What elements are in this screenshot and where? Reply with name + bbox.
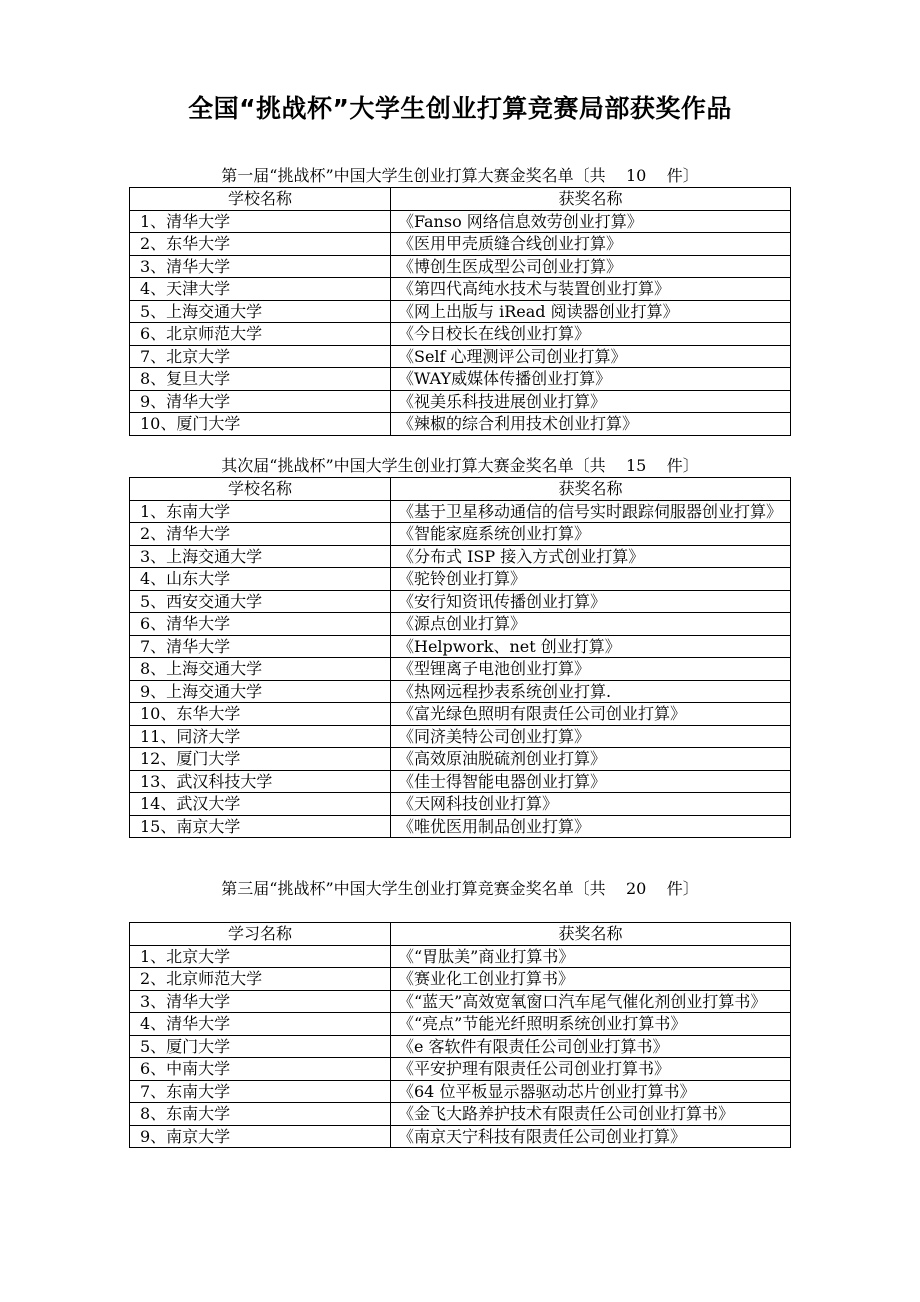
award-cell: 《南京天宁科技有限责任公司创业打算》	[391, 1125, 791, 1148]
school-cell: 13、武汉科技大学	[130, 770, 391, 793]
award-cell: 《源点创业打算》	[391, 613, 791, 636]
school-cell: 12、厦门大学	[130, 748, 391, 771]
table-row	[130, 968, 791, 991]
page-title: 全国“挑战杯”大学生创业打算竞赛局部获奖作品	[188, 94, 732, 123]
award-cell: 《网上出版与 iRead 阅读器创业打算》	[391, 300, 791, 323]
table-row	[130, 345, 791, 368]
school-cell: 10、厦门大学	[130, 413, 391, 436]
school-cell: 2、清华大学	[130, 523, 391, 546]
award-cell: 《“蓝天”高效宽氧窗口汽车尾气催化剂创业打算书》	[391, 990, 791, 1013]
award-cell: 《辣椒的综合利用技术创业打算》	[391, 413, 791, 436]
table-row	[130, 1125, 791, 1148]
award-cell: 《博创生医成型公司创业打算》	[391, 255, 791, 278]
school-cell: 3、清华大学	[130, 255, 391, 278]
column-header-award: 获奖名称	[391, 923, 791, 946]
school-cell: 8、上海交通大学	[130, 658, 391, 681]
table-row	[130, 1058, 791, 1081]
section-2-table	[129, 477, 791, 838]
table-row	[130, 658, 791, 681]
table-row	[130, 1103, 791, 1126]
school-cell: 7、清华大学	[130, 635, 391, 658]
school-cell: 10、东华大学	[130, 703, 391, 726]
table-row	[130, 945, 791, 968]
table-row	[130, 413, 791, 436]
section-2-caption: 其次届“挑战杯”中国大学生创业打算大赛金奖名单〔共 15 件〕	[221, 456, 699, 475]
school-cell: 6、北京师范大学	[130, 323, 391, 346]
award-cell: 《WAY威媒体传播创业打算》	[391, 368, 791, 391]
school-cell: 9、南京大学	[130, 1125, 391, 1148]
school-cell: 1、东南大学	[130, 500, 391, 523]
school-cell: 8、复旦大学	[130, 368, 391, 391]
table-row	[130, 568, 791, 591]
award-cell: 《安行知资讯传播创业打算》	[391, 590, 791, 613]
column-header-school: 学习名称	[130, 923, 391, 946]
table-row	[130, 1080, 791, 1103]
school-cell: 5、西安交通大学	[130, 590, 391, 613]
column-header-award: 获奖名称	[391, 478, 791, 501]
section-1-caption: 第一届“挑战杯”中国大学生创业打算大赛金奖名单〔共 10 件〕	[221, 166, 699, 185]
award-cell: 《Helpwork、net 创业打算》	[391, 635, 791, 658]
table-row	[130, 770, 791, 793]
school-cell: 7、东南大学	[130, 1080, 391, 1103]
school-cell: 6、清华大学	[130, 613, 391, 636]
table-row	[130, 815, 791, 838]
column-header-school: 学校名称	[130, 188, 391, 211]
school-cell: 1、北京大学	[130, 945, 391, 968]
table-row	[130, 635, 791, 658]
award-cell: 《基于卫星移动通信的信号实时跟踪伺服器创业打算》	[391, 500, 791, 523]
table-row	[130, 748, 791, 771]
award-cell: 《高效原油脱硫剂创业打算》	[391, 748, 791, 771]
award-cell: 《富光绿色照明有限责任公司创业打算》	[391, 703, 791, 726]
section-3-table	[129, 922, 791, 1148]
table-row	[130, 990, 791, 1013]
award-cell: 《今日校长在线创业打算》	[391, 323, 791, 346]
table-row	[130, 523, 791, 546]
school-cell: 2、北京师范大学	[130, 968, 391, 991]
award-cell: 《第四代高纯水技术与装置创业打算》	[391, 278, 791, 301]
school-cell: 6、中南大学	[130, 1058, 391, 1081]
table-row	[130, 793, 791, 816]
table-row	[130, 703, 791, 726]
school-cell: 8、东南大学	[130, 1103, 391, 1126]
award-cell: 《佳士得智能电器创业打算》	[391, 770, 791, 793]
table-row	[130, 725, 791, 748]
school-cell: 14、武汉大学	[130, 793, 391, 816]
table-row	[130, 500, 791, 523]
school-cell: 9、上海交通大学	[130, 680, 391, 703]
section-3-caption: 第三届“挑战杯”中国大学生创业打算竞赛金奖名单〔共 20 件〕	[221, 879, 699, 898]
award-cell: 《“胃肽美”商业打算书》	[391, 945, 791, 968]
award-cell: 《同济美特公司创业打算》	[391, 725, 791, 748]
column-header-award: 获奖名称	[391, 188, 791, 211]
award-cell: 《驼铃创业打算》	[391, 568, 791, 591]
award-cell: 《64 位平板显示器驱动芯片创业打算书》	[391, 1080, 791, 1103]
award-cell: 《天网科技创业打算》	[391, 793, 791, 816]
school-cell: 4、清华大学	[130, 1013, 391, 1036]
table-row	[130, 368, 791, 391]
award-cell: 《分布式 ISP 接入方式创业打算》	[391, 545, 791, 568]
award-cell: 《Self 心理测评公司创业打算》	[391, 345, 791, 368]
award-cell: 《“亮点”节能光纤照明系统创业打算书》	[391, 1013, 791, 1036]
school-cell: 3、清华大学	[130, 990, 391, 1013]
table-row	[130, 545, 791, 568]
table-row	[130, 680, 791, 703]
award-cell: 《热网远程抄表系统创业打算.	[391, 680, 791, 703]
school-cell: 5、厦门大学	[130, 1035, 391, 1058]
award-cell: 《金飞大路养护技术有限责任公司创业打算书》	[391, 1103, 791, 1126]
school-cell: 7、北京大学	[130, 345, 391, 368]
school-cell: 2、东华大学	[130, 233, 391, 256]
award-cell: 《Fanso 网络信息效劳创业打算》	[391, 210, 791, 233]
section-1-table	[129, 187, 791, 436]
column-header-school: 学校名称	[130, 478, 391, 501]
table-row	[130, 1013, 791, 1036]
table-row	[130, 613, 791, 636]
table-row	[130, 390, 791, 413]
school-cell: 3、上海交通大学	[130, 545, 391, 568]
table-row	[130, 590, 791, 613]
table-row	[130, 210, 791, 233]
award-cell: 《型锂离子电池创业打算》	[391, 658, 791, 681]
table-row	[130, 323, 791, 346]
school-cell: 15、南京大学	[130, 815, 391, 838]
award-cell: 《e 客软件有限责任公司创业打算书》	[391, 1035, 791, 1058]
award-cell: 《智能家庭系统创业打算》	[391, 523, 791, 546]
award-cell: 《唯优医用制品创业打算》	[391, 815, 791, 838]
school-cell: 4、山东大学	[130, 568, 391, 591]
school-cell: 4、天津大学	[130, 278, 391, 301]
award-cell: 《医用甲壳质缝合线创业打算》	[391, 233, 791, 256]
award-cell: 《赛业化工创业打算书》	[391, 968, 791, 991]
table-row	[130, 255, 791, 278]
award-cell: 《视美乐科技进展创业打算》	[391, 390, 791, 413]
school-cell: 1、清华大学	[130, 210, 391, 233]
table-row	[130, 300, 791, 323]
school-cell: 11、同济大学	[130, 725, 391, 748]
school-cell: 9、清华大学	[130, 390, 391, 413]
table-row	[130, 233, 791, 256]
school-cell: 5、上海交通大学	[130, 300, 391, 323]
award-cell: 《平安护理有限责任公司创业打算书》	[391, 1058, 791, 1081]
table-row	[130, 1035, 791, 1058]
table-row	[130, 278, 791, 301]
